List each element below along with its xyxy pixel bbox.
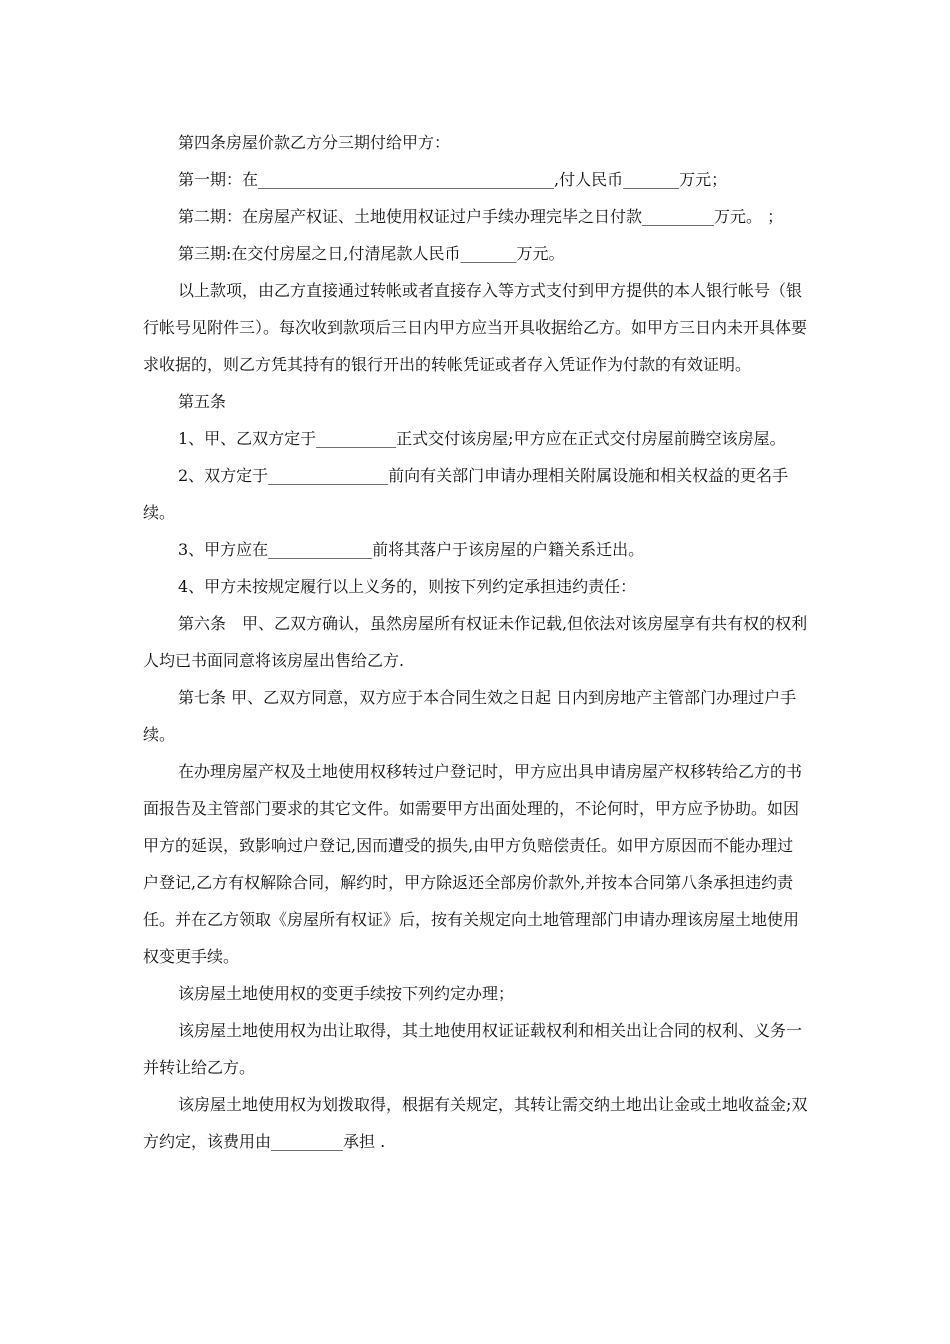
paragraph-article-5: 第五条 xyxy=(178,392,227,411)
paragraph-phase-2: 第二期：在房屋产权证、土地使用权证过户手续办理完毕之日付款_________万元。 ； xyxy=(178,207,784,226)
document-body xyxy=(143,124,809,1160)
paragraph-phase-1: 第一期：在_____________________________________,付人民币_______万元； xyxy=(178,170,728,189)
paragraph-payment-method: 以上款项，由乙方直接通过转帐或者直接存入等方式支付到甲方提供的本人银行帐号（银行帐号见附件三）。每次收到款项后三日内甲方应当开具收据给乙方。如甲方三日内未开具体要求收据的，则乙方凭其持有的银行开出的转帐凭证或者存入凭证作为付款的有效证明。 xyxy=(143,281,808,374)
paragraph-clause-5-1: 1、甲、乙双方定于__________正式交付该房屋;甲方应在正式交付房屋前腾空该房屋。 xyxy=(178,429,786,448)
paragraph-clause-5-2: 2、双方定于_______________前向有关部门申请办理相关附属设施和相关权益的更名手续。 xyxy=(143,466,789,522)
paragraph-land-transfer-grant: 该房屋土地使用权为出让取得，其土地使用权证证载权利和相关出让合同的权利、义务一并转让给乙方。 xyxy=(143,1021,803,1077)
paragraph-transfer-registration: 在办理房屋产权及土地使用权移转过户登记时，甲方应出具申请房屋产权移转给乙方的书面报告及主管部门要求的其它文件。如需要甲方出面处理的，不论何时，甲方应予协助。如因甲方的延误，致影响过户登记,因而遭受的损失,由甲方负赔偿责任。如甲方原因而不能办理过户登记,乙方有权解除合同，解约时，甲方除返还全部房价款外,并按本合同第八条承担违约责任。并在乙方领取《房屋所有权证》后，按有关规定向土地管理部门申请办理该房屋土地使用权变更手续。 xyxy=(143,762,803,966)
paragraph-article-6: 第六条 甲、乙双方确认，虽然房屋所有权证未作记载,但依法对该房屋享有共有权的权利人均已书面同意将该房屋出售给乙方. xyxy=(143,614,808,670)
paragraph-phase-3: 第三期:在交付房屋之日,付清尾款人民币_______万元。 xyxy=(178,244,565,263)
paragraph-land-use-change: 该房屋土地使用权的变更手续按下列约定办理； xyxy=(178,984,515,1003)
paragraph-article-7: 第七条 甲、乙双方同意，双方应于本合同生效之日起 日内到房地产主管部门办理过户手续。 xyxy=(143,688,797,744)
paragraph-clause-5-3: 3、甲方应在_____________前将其落户于该房屋的户籍关系迁出。 xyxy=(178,540,645,559)
paragraph-land-allocation: 该房屋土地使用权为划拨取得，根据有关规定，其转让需交纳土地出让金或土地收益金;双方约定，该费用由_________承担 . xyxy=(143,1095,808,1151)
paragraph-article-4: 第四条房屋价款乙方分三期付给甲方： xyxy=(178,133,451,152)
paragraph-clause-5-4: 4、甲方未按规定履行以上义务的，则按下列约定承担违约责任： xyxy=(178,577,637,596)
